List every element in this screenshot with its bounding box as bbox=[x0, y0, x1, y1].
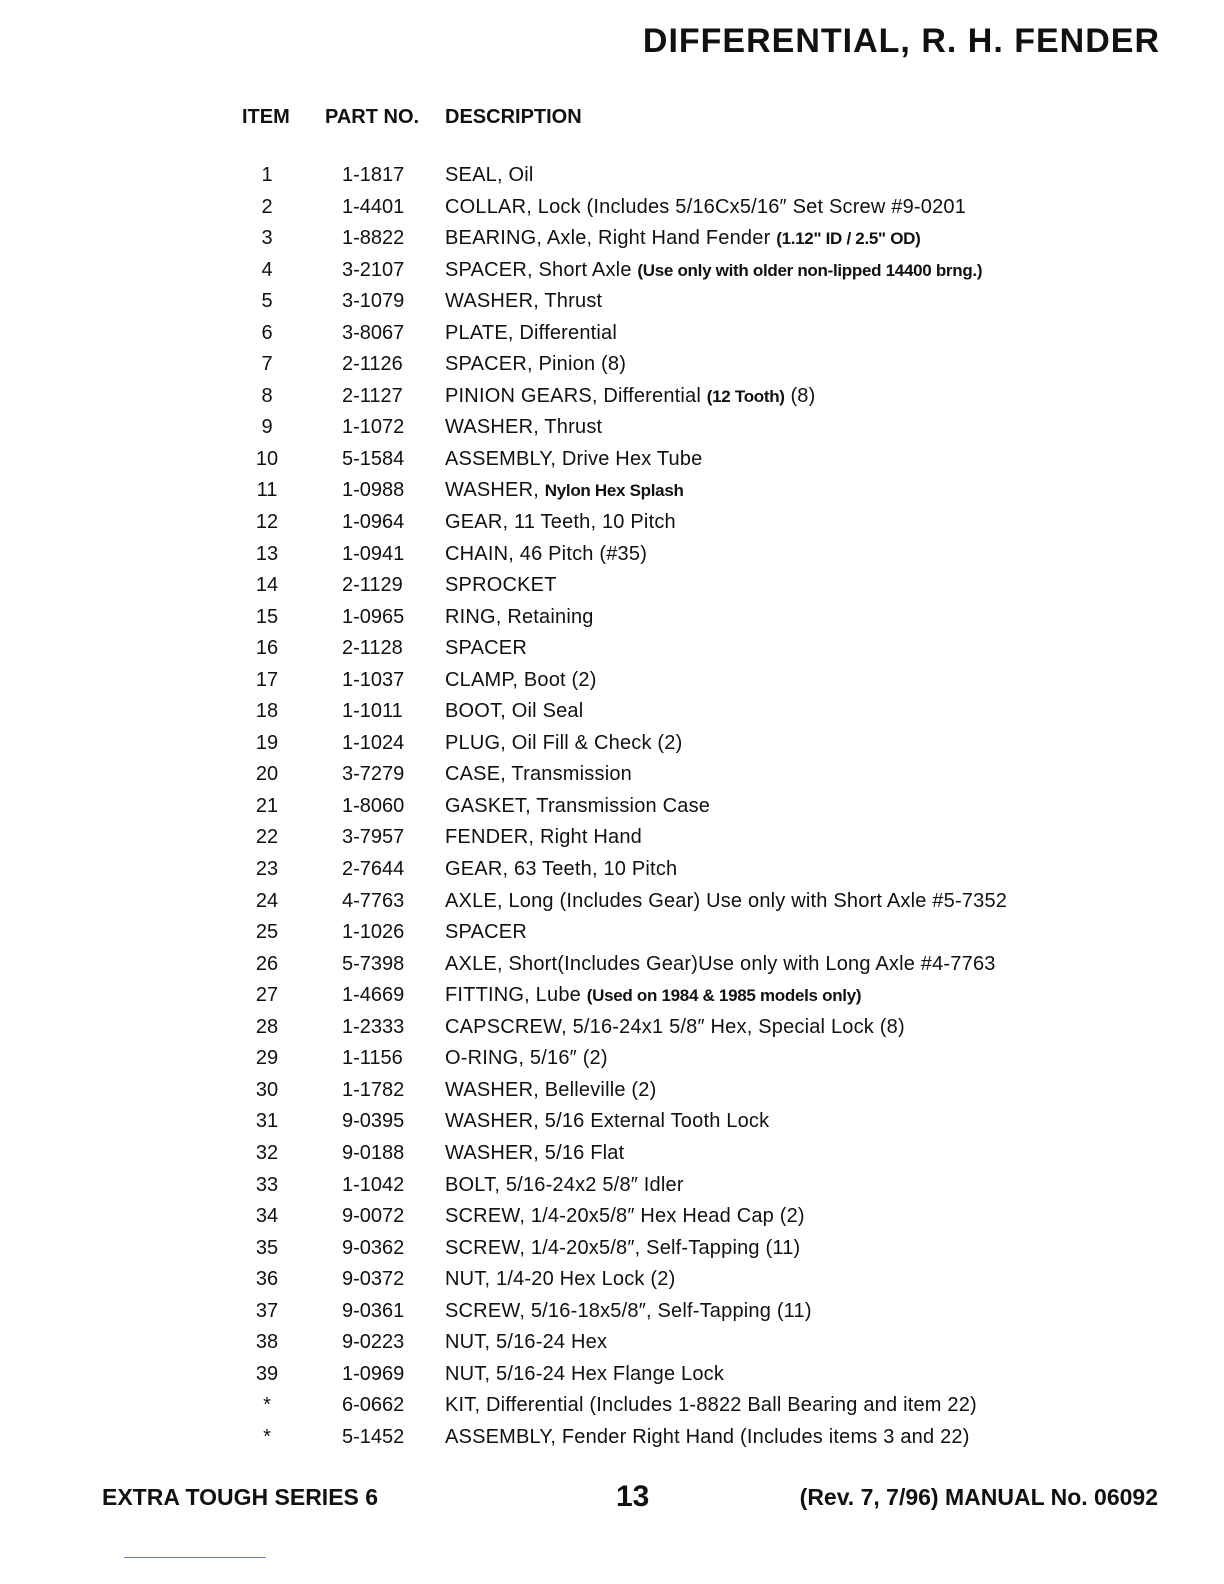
part-description bbox=[445, 353, 626, 376]
table-row bbox=[0, 698, 1224, 730]
part-number: 5-1452 bbox=[342, 1425, 405, 1448]
description-text: FENDER, Right Hand bbox=[445, 826, 642, 849]
description-text: RING, Retaining bbox=[445, 605, 594, 628]
part-description bbox=[445, 479, 684, 502]
part-description bbox=[445, 921, 527, 944]
description-text: WASHER, Thrust bbox=[445, 416, 603, 439]
part-description bbox=[445, 448, 703, 471]
part-number: 2-1127 bbox=[342, 384, 403, 407]
part-number: 1-8822 bbox=[342, 227, 405, 250]
description-text: PLUG, Oil Fill & Check (2) bbox=[445, 731, 683, 754]
part-number: 1-1026 bbox=[342, 921, 405, 944]
page-number: 13 bbox=[616, 1480, 650, 1513]
part-description bbox=[445, 196, 966, 219]
part-description bbox=[445, 763, 632, 786]
table-row bbox=[0, 982, 1224, 1014]
part-number: 1-0964 bbox=[342, 511, 405, 534]
table-row bbox=[0, 572, 1224, 604]
part-number: 1-4669 bbox=[342, 984, 405, 1007]
part-number: 3-7957 bbox=[342, 826, 405, 849]
part-description bbox=[445, 984, 861, 1007]
item-number: 23 bbox=[255, 858, 279, 881]
description-text: WASHER, 5/16 Flat bbox=[445, 1141, 625, 1164]
part-description bbox=[445, 826, 642, 849]
part-description bbox=[445, 1205, 805, 1228]
table-row bbox=[0, 194, 1224, 226]
table-row bbox=[0, 793, 1224, 825]
table-row bbox=[0, 1424, 1224, 1456]
part-description bbox=[445, 953, 996, 976]
item-number: 33 bbox=[255, 1173, 279, 1196]
description-text: AXLE, Short(Includes Gear)Use only with Long Axle #4-7763 bbox=[445, 952, 996, 975]
part-number: 6-0662 bbox=[342, 1394, 405, 1417]
item-number: 4 bbox=[261, 258, 273, 281]
description-text: GEAR, 11 Teeth, 10 Pitch bbox=[445, 511, 676, 534]
part-number: 5-1584 bbox=[342, 447, 405, 470]
part-description bbox=[445, 322, 617, 345]
part-number: 2-7644 bbox=[342, 858, 405, 881]
item-number: 37 bbox=[255, 1299, 279, 1322]
parts-list bbox=[0, 162, 1224, 1455]
table-row bbox=[0, 824, 1224, 856]
part-description bbox=[445, 606, 594, 629]
description-text: KIT, Differential (Includes 1-8822 Ball Bearing and item 22) bbox=[445, 1394, 977, 1417]
part-number: 9-0072 bbox=[342, 1205, 405, 1228]
bottom-rule bbox=[124, 1557, 266, 1558]
part-number: 2-1128 bbox=[342, 637, 403, 660]
item-number: 12 bbox=[255, 511, 279, 534]
description-text: SPACER bbox=[445, 921, 527, 944]
item-number: 14 bbox=[255, 574, 279, 597]
description-text: NUT, 5/16-24 Hex bbox=[445, 1331, 608, 1354]
description-text: PLATE, Differential bbox=[445, 321, 618, 344]
part-number: 4-7763 bbox=[342, 889, 405, 912]
table-row bbox=[0, 730, 1224, 762]
part-number: 3-7279 bbox=[342, 763, 405, 786]
table-row bbox=[0, 320, 1224, 352]
part-description bbox=[445, 1363, 724, 1386]
description-text: NUT, 1/4-20 Hex Lock (2) bbox=[445, 1268, 676, 1291]
part-number: 1-0965 bbox=[342, 605, 405, 628]
description-text: CHAIN, 46 Pitch (#35) bbox=[445, 542, 648, 565]
description-text: O-RING, 5/16″ (2) bbox=[445, 1047, 608, 1070]
table-row bbox=[0, 635, 1224, 667]
column-header-part-no: PART NO. bbox=[325, 106, 420, 128]
part-number: 1-1024 bbox=[342, 731, 405, 754]
item-number: 34 bbox=[255, 1205, 279, 1228]
part-description bbox=[445, 795, 710, 818]
table-row bbox=[0, 162, 1224, 194]
table-row bbox=[0, 288, 1224, 320]
description-text: BOLT, 5/16-24x2 5/8″ Idler bbox=[445, 1173, 684, 1196]
item-number: 19 bbox=[255, 731, 279, 754]
part-number: 9-0395 bbox=[342, 1110, 405, 1133]
description-text: SPACER, Pinion (8) bbox=[445, 353, 627, 376]
item-number: * bbox=[263, 1394, 271, 1417]
part-number: 9-0372 bbox=[342, 1268, 405, 1291]
part-number: 1-1072 bbox=[342, 416, 405, 439]
part-description bbox=[445, 1174, 684, 1197]
item-number: 11 bbox=[256, 479, 278, 502]
description-text: CAPSCREW, 5/16-24x1 5/8″ Hex, Special Lock (8) bbox=[445, 1015, 905, 1038]
description-text: ASSEMBLY, Drive Hex Tube bbox=[445, 447, 703, 470]
table-row bbox=[0, 1203, 1224, 1235]
table-row bbox=[0, 1329, 1224, 1361]
table-row bbox=[0, 1108, 1224, 1140]
description-text: WASHER, Belleville (2) bbox=[445, 1078, 657, 1101]
description-text: GEAR, 63 Teeth, 10 Pitch bbox=[445, 858, 678, 881]
description-note: Nylon Hex Splash bbox=[544, 481, 684, 501]
table-row bbox=[0, 951, 1224, 983]
item-number: 27 bbox=[255, 984, 279, 1007]
item-number: 9 bbox=[261, 416, 273, 439]
description-note: (12 Tooth) bbox=[706, 386, 785, 406]
description-text: CASE, Transmission bbox=[445, 763, 632, 786]
item-number: 25 bbox=[255, 921, 279, 944]
part-description bbox=[445, 637, 527, 660]
part-description bbox=[445, 1016, 905, 1039]
description-text: PINION GEARS, Differential bbox=[445, 384, 707, 407]
description-text: SCREW, 5/16-18x5/8″, Self-Tapping (11) bbox=[445, 1299, 812, 1322]
part-number: 1-0941 bbox=[342, 542, 405, 565]
table-row bbox=[0, 856, 1224, 888]
part-number: 1-1011 bbox=[342, 700, 403, 723]
item-number: 24 bbox=[255, 889, 279, 912]
table-row bbox=[0, 225, 1224, 257]
part-number: 9-0362 bbox=[342, 1236, 405, 1259]
part-number: 9-0188 bbox=[342, 1141, 405, 1164]
table-row bbox=[0, 414, 1224, 446]
part-number: 9-0361 bbox=[342, 1299, 405, 1322]
item-number: 1 bbox=[261, 164, 273, 186]
footer-series: EXTRA TOUGH SERIES 6 bbox=[102, 1484, 379, 1510]
description-text: WASHER, Thrust bbox=[445, 290, 603, 313]
table-row bbox=[0, 667, 1224, 699]
description-text: ASSEMBLY, Fender Right Hand (Includes items 3 and 22) bbox=[445, 1425, 970, 1448]
item-number: 2 bbox=[261, 195, 273, 218]
part-description bbox=[445, 259, 982, 282]
item-number: 21 bbox=[255, 794, 279, 817]
table-row bbox=[0, 1045, 1224, 1077]
table-row bbox=[0, 888, 1224, 920]
part-number: 1-0969 bbox=[342, 1362, 405, 1385]
item-number: 8 bbox=[261, 384, 273, 407]
table-row bbox=[0, 1140, 1224, 1172]
item-number: 16 bbox=[255, 637, 279, 660]
description-text: NUT, 5/16-24 Hex Flange Lock bbox=[445, 1362, 725, 1385]
item-number: 30 bbox=[255, 1078, 279, 1101]
description-text: CLAMP, Boot (2) bbox=[445, 668, 597, 691]
item-number: 10 bbox=[255, 447, 279, 470]
part-description bbox=[445, 1300, 812, 1323]
part-description bbox=[445, 511, 676, 534]
description-text: SCREW, 1/4-20x5/8″ Hex Head Cap (2) bbox=[445, 1205, 805, 1228]
part-description bbox=[445, 1047, 608, 1070]
part-description bbox=[445, 290, 602, 313]
part-number: 3-8067 bbox=[342, 321, 405, 344]
description-note: (Use only with older non-lipped 14400 brng.) bbox=[637, 260, 983, 280]
item-number: 7 bbox=[261, 353, 273, 376]
description-text: SEAL, Oil bbox=[445, 164, 534, 186]
item-number: 39 bbox=[255, 1362, 279, 1385]
table-row bbox=[0, 761, 1224, 793]
item-number: 35 bbox=[255, 1236, 279, 1259]
part-number: 1-0988 bbox=[342, 479, 405, 502]
part-description bbox=[445, 574, 557, 597]
part-description bbox=[445, 890, 1007, 913]
part-number: 1-4401 bbox=[342, 195, 405, 218]
part-description bbox=[445, 1237, 800, 1260]
item-number: 3 bbox=[261, 227, 273, 250]
part-description bbox=[445, 1268, 675, 1291]
description-text: FITTING, Lube bbox=[445, 984, 587, 1007]
part-description bbox=[445, 1394, 977, 1417]
table-row bbox=[0, 477, 1224, 509]
footer-manual-number: (Rev. 7, 7/96) MANUAL No. 06092 bbox=[799, 1484, 1158, 1510]
description-note: (1.12" ID / 2.5" OD) bbox=[776, 229, 921, 249]
item-number: 18 bbox=[255, 700, 279, 723]
column-header-item: ITEM bbox=[242, 106, 290, 128]
part-number: 5-7398 bbox=[342, 952, 405, 975]
part-number: 9-0223 bbox=[342, 1331, 405, 1354]
part-description bbox=[445, 732, 682, 755]
part-number: 3-2107 bbox=[342, 258, 405, 281]
part-description bbox=[445, 543, 647, 566]
part-description bbox=[445, 385, 816, 408]
table-row bbox=[0, 541, 1224, 573]
part-description bbox=[445, 1426, 970, 1449]
description-quantity: (8) bbox=[784, 384, 816, 407]
item-number: 36 bbox=[255, 1268, 279, 1291]
part-description bbox=[445, 1142, 624, 1165]
part-number: 2-1129 bbox=[342, 574, 403, 597]
table-row bbox=[0, 1266, 1224, 1298]
description-note: (Used on 1984 & 1985 models only) bbox=[586, 986, 862, 1006]
item-number: 28 bbox=[255, 1015, 279, 1038]
part-description bbox=[445, 858, 677, 881]
table-row bbox=[0, 351, 1224, 383]
part-number: 1-1782 bbox=[342, 1078, 405, 1101]
part-number: 1-1817 bbox=[342, 164, 405, 186]
part-description bbox=[445, 700, 583, 723]
item-number: 38 bbox=[255, 1331, 279, 1354]
table-row bbox=[0, 1392, 1224, 1424]
description-text: SPROCKET bbox=[445, 574, 557, 597]
item-number: * bbox=[263, 1425, 271, 1448]
item-number: 26 bbox=[255, 952, 279, 975]
description-text: SPACER, Short Axle bbox=[445, 258, 638, 281]
item-number: 29 bbox=[255, 1047, 279, 1070]
table-row bbox=[0, 1298, 1224, 1330]
part-number: 1-1037 bbox=[342, 668, 405, 691]
part-description bbox=[445, 1331, 607, 1354]
part-number: 2-1126 bbox=[342, 353, 403, 376]
description-text: SPACER bbox=[445, 637, 527, 660]
table-row bbox=[0, 919, 1224, 951]
table-row bbox=[0, 604, 1224, 636]
part-description bbox=[445, 416, 602, 439]
item-number: 17 bbox=[255, 668, 279, 691]
description-text: WASHER, bbox=[445, 479, 545, 502]
table-row bbox=[0, 1077, 1224, 1109]
item-number: 32 bbox=[255, 1141, 279, 1164]
item-number: 5 bbox=[261, 290, 273, 313]
table-row bbox=[0, 383, 1224, 415]
table-row bbox=[0, 1361, 1224, 1393]
item-number: 22 bbox=[255, 826, 279, 849]
part-description bbox=[445, 1079, 656, 1102]
page-title: DIFFERENTIAL, R. H. FENDER bbox=[642, 22, 1160, 60]
description-text: BEARING, Axle, Right Hand Fender bbox=[445, 227, 777, 250]
part-number: 1-8060 bbox=[342, 794, 405, 817]
description-text: SCREW, 1/4-20x5/8″, Self-Tapping (11) bbox=[445, 1236, 801, 1259]
item-number: 6 bbox=[261, 321, 273, 344]
description-text: WASHER, 5/16 External Tooth Lock bbox=[445, 1110, 770, 1133]
column-header-description: DESCRIPTION bbox=[445, 106, 582, 128]
part-number: 1-2333 bbox=[342, 1015, 405, 1038]
part-number: 3-1079 bbox=[342, 290, 405, 313]
table-row bbox=[0, 1172, 1224, 1204]
part-number: 1-1156 bbox=[342, 1047, 403, 1070]
table-row bbox=[0, 1014, 1224, 1046]
description-text: GASKET, Transmission Case bbox=[445, 794, 711, 817]
part-description bbox=[445, 1110, 769, 1133]
description-text: BOOT, Oil Seal bbox=[445, 700, 584, 723]
part-description bbox=[445, 227, 920, 250]
table-row bbox=[0, 1235, 1224, 1267]
part-description bbox=[445, 164, 534, 187]
item-number: 20 bbox=[255, 763, 279, 786]
part-number: 1-1042 bbox=[342, 1173, 405, 1196]
table-row bbox=[0, 509, 1224, 541]
table-row bbox=[0, 257, 1224, 289]
part-description bbox=[445, 669, 597, 692]
item-number: 31 bbox=[255, 1110, 279, 1133]
description-text: AXLE, Long (Includes Gear) Use only with Short Axle #5-7352 bbox=[445, 889, 1008, 912]
item-number: 15 bbox=[255, 605, 279, 628]
table-row bbox=[0, 446, 1224, 478]
item-number: 13 bbox=[255, 542, 279, 565]
description-text: COLLAR, Lock (Includes 5/16Cx5/16″ Set Screw #9-0201 bbox=[445, 195, 967, 218]
